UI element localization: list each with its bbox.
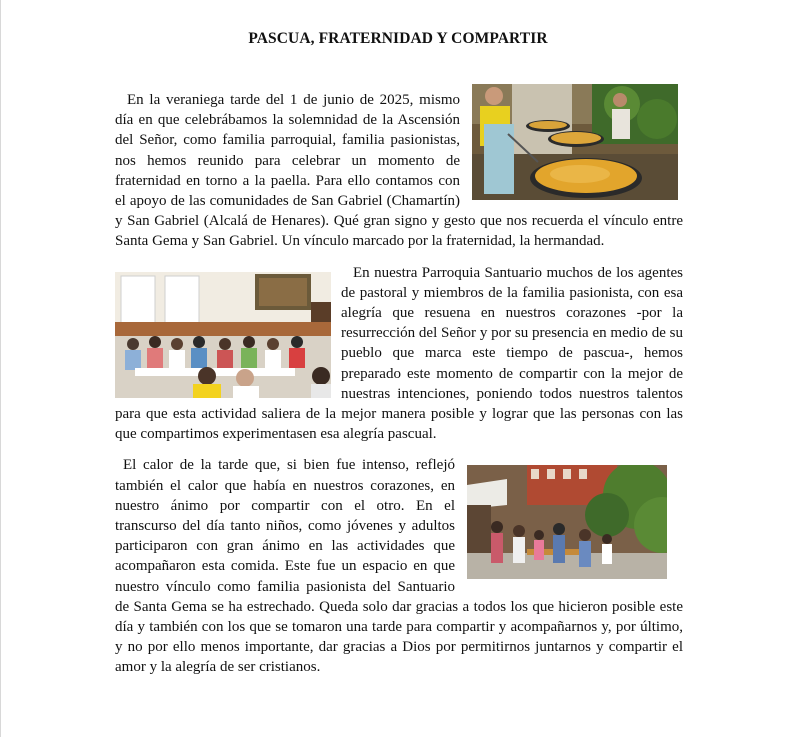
photo-paella-cooking — [472, 84, 678, 200]
photo-dining-hall — [115, 272, 331, 398]
paragraph-2: En nuestra Parroquia Santuario muchos de los agentes de pastoral y miembros de la familia pasionista, con esa alegría que resuena en nuestros corazones -por la resurrección del Señor y por su presencia en medio de su pueblo que marca este tiempo de pascua-, hemos preparado este momento de compartir con la mejor de nuestras intenciones, poniendo todos nuestros talentos para que esta actividad saliera de la mejor manera posible y lograr que las personas con las que compartimos experimentasen esa alegría pascual. — [115, 264, 683, 443]
paragraph-1: En la veraniega tarde del 1 de junio de 2025, mismo día en que celebrábamos la solemnidad de la Ascensión del Señor, como familia parroquial, familia pasionistas, nos hemos reunido para celebrar un momento de fraternidad en torno a la paella. Para ello contamos con el apoyo de las comunidades de San Gabriel (Chamartín) y San Gabriel (Alcalá de Henares). Qué gran signo y gesto que nos recuerda el vínculo entre Santa Gema y San Gabriel. Un vínculo marcado por la fraternidad, la hermandad. — [115, 92, 683, 250]
photo-garden-gathering — [467, 465, 667, 579]
paragraph-3: El calor de la tarde que, si bien fue intenso, reflejó también el calor que había en nuestros corazones, en nuestro ánimo por compartir con el otro. En el transcurso del día tanto niños, como jóvenes y adultos participaron con gran ánimo en las actividades que acompañaron esta comida. Este fue un espacio en que nuestro vínculo como familia pasionista del Santuario de Santa Gema se ha estrechado. Queda solo dar gracias a todos los que hicieron posible este día y también con los que se tomaron una tarde para compartir y acompañarnos y, por último, y no por ello menos importante, dar gracias a Dios por permitirnos juntarnos y compartir el amor y la alegría de ser cristianos. — [115, 457, 683, 676]
document-body — [115, 90, 683, 678]
document-title: PASCUA, FRATERNIDAD Y COMPARTIR — [248, 30, 548, 47]
